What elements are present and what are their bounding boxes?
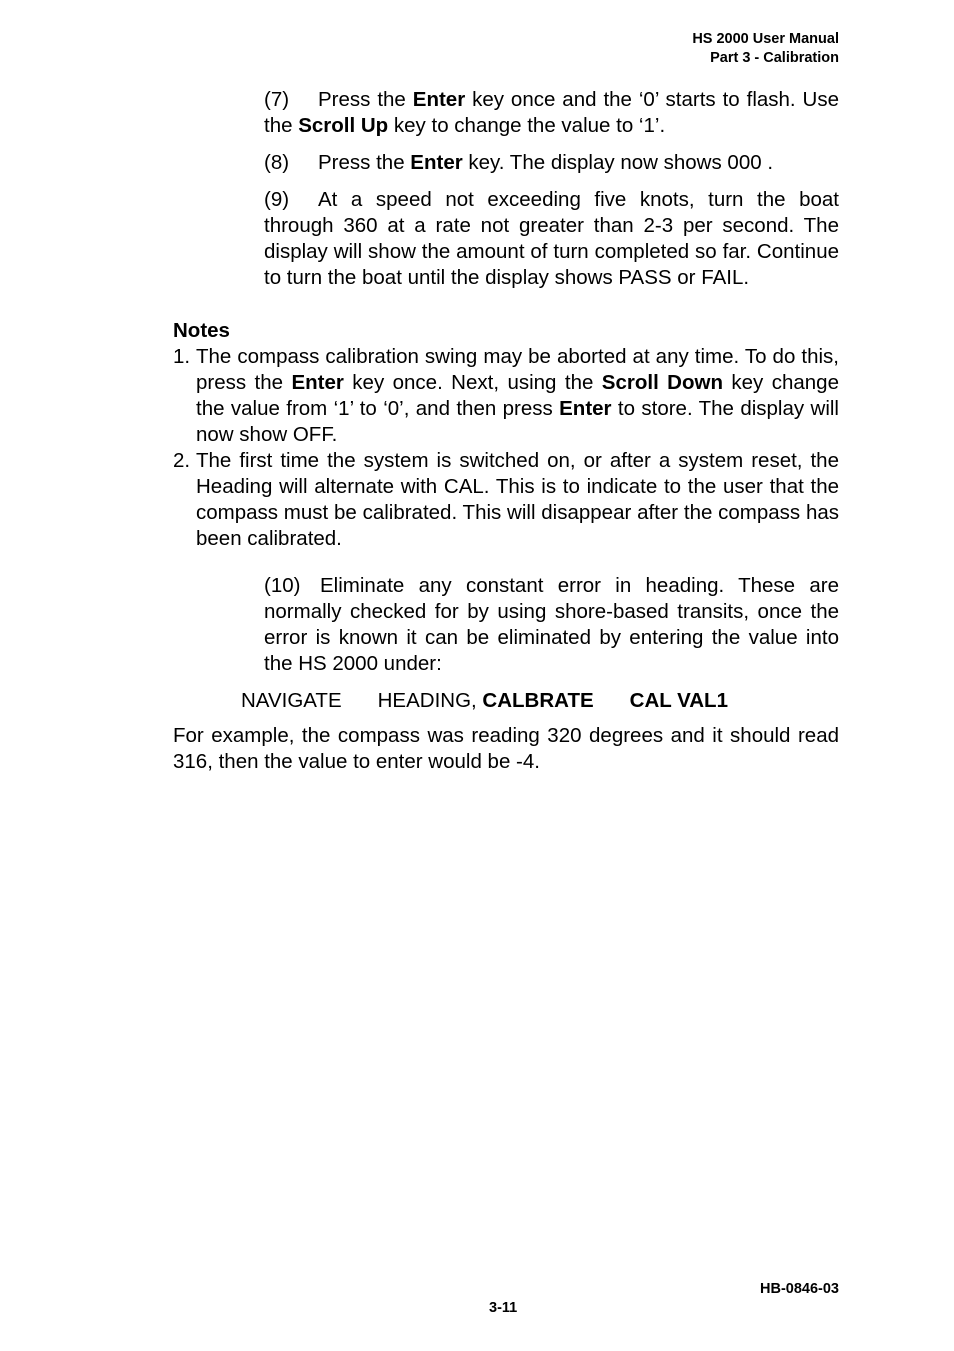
step-text: key to change the value to ‘1’. [388,114,666,137]
menu-path-navigate: NAVIGATE [241,689,342,712]
key-name: Enter [291,371,344,394]
page-header [692,30,839,68]
step-text: At a speed not exceeding five knots, turn the boat through 360 at a rate not greater than 2-3 per second. The display will show the amount of turn completed so far. Continue to turn the boat until the display shows PASS or FAIL. [264,188,839,289]
step-text: Eliminate any constant error in heading. These are normally checked for by using shore-based transits, once the error is known it can be eliminated by entering the value into the HS 2000 under: [264,574,839,675]
document-code: HB-0846-03 [760,1281,839,1297]
step-text: key once and the ‘0’ starts to flash. Use the [264,88,840,137]
calibration-steps [264,87,839,302]
note-number: 1. [173,345,191,368]
step-text: Press the [318,88,413,111]
note-text-part: to store. The display will now show OFF. [196,397,839,446]
menu-path-calbrate: CALBRATE [482,689,594,712]
notes-heading: Notes [173,319,230,342]
step-number: (9) [264,188,290,211]
step-number: (8) [264,151,290,174]
note-2 [173,448,839,552]
note-number: 2. [173,449,191,472]
key-name: Enter [412,88,466,111]
step-text: Press the [318,151,411,174]
key-name: Enter [559,397,612,420]
key-name: Scroll Up [298,114,389,137]
calibration-step-10 [264,573,839,688]
step-7 [264,87,839,139]
note-text-part: The compass calibration swing may be aborted at any time. To do this, press the [196,345,839,394]
note-text-part: key once. Next, using the [343,371,602,394]
note-text: The first time the system is switched on, or after a system reset, the Heading will alternate with CAL. This is to indicate to the user that the compass must be calibrated. This will disappear after the compass has been calibrated. [196,449,839,550]
step-text: key. The display now shows 000 . [462,151,774,174]
manual-title: HS 2000 User Manual [692,31,839,47]
note-1 [173,344,839,448]
menu-path [241,688,728,714]
step-10 [264,573,839,677]
step-number: (7) [264,88,290,111]
step-number: (10) [264,574,301,597]
note-text-part: key change the value from ‘1’ to ‘0’, and then press [196,371,839,420]
section-title: Part 3 - Calibration [710,50,839,66]
menu-path-heading: HEADING, [377,689,483,712]
key-name: Enter [410,151,463,174]
notes-section [173,318,839,552]
note-text [196,344,839,448]
key-name: Scroll Down [601,371,723,394]
menu-path-cal-val1: CAL VAL1 [629,689,728,712]
step-8 [264,150,839,176]
step-9 [264,187,839,291]
page-number: 3-11 [489,1300,518,1316]
example-paragraph: For example, the compass was reading 320 degrees and it should read 316, then the value to enter would be -4. [173,724,839,773]
